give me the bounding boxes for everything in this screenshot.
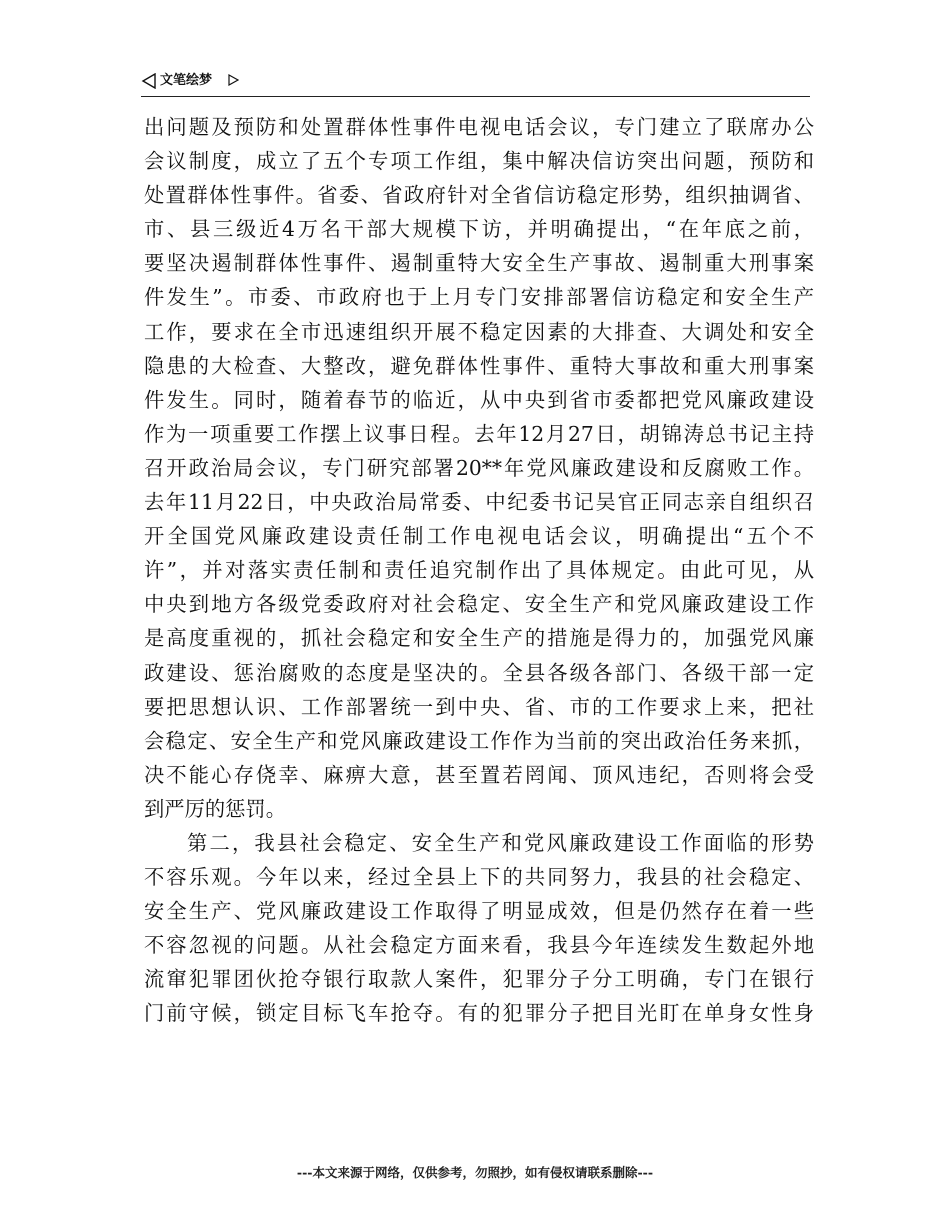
paragraph-first-line: 第二，我县社会稳定、安全生产和党风廉政建设工作面临的形势 (187, 830, 814, 855)
body-line: 处置群体性事件。省委、省政府针对全省信访稳定形势，组织抽调省、 (144, 183, 814, 208)
triangle-left-outline-icon (141, 73, 157, 89)
body-line: 要坚决遏制群体性事件、遏制重特大安全生产事故、遏制重大刑事案 (144, 251, 814, 276)
body-line: 召开政治局会议，专门研究部署20**年党风廉政建设和反腐败工作。 (144, 455, 814, 480)
body-line: 件发生。同时，随着春节的临近，从中央到省市委都把党风廉政建设 (144, 387, 814, 412)
body-line: 开全国党风廉政建设责任制工作电视电话会议，明确提出“五个不 (144, 524, 814, 549)
body-line: 门前守候，锁定目标飞车抢夺。有的犯罪分子把目光盯在单身女性身 (144, 1001, 814, 1026)
body-line: 不容乐观。今年以来，经过全县上下的共同努力，我县的社会稳定、 (144, 865, 814, 890)
body-line: 去年11月22日，中央政治局常委、中纪委书记吴官正同志亲自组织召 (144, 490, 814, 515)
footer-disclaimer: ---本文来源于网络，仅供参考，勿照抄，如有侵权请联系删除--- (296, 1165, 654, 1180)
body-line: 中央到地方各级党委政府对社会稳定、安全生产和党风廉政建设工作 (144, 592, 814, 617)
body-line: 工作，要求在全市迅速组织开展不稳定因素的大排查、大调处和安全 (144, 319, 814, 344)
body-line: 会稳定、安全生产和党风廉政建设工作作为当前的突出政治任务来抓， (144, 728, 814, 753)
body-line: 件发生”。市委、市政府也于上月专门安排部署信访稳定和安全生产 (144, 285, 814, 310)
body-line: 市、县三级近4万名干部大规模下访，并明确提出，“在年底之前， (144, 217, 814, 242)
body-line: 政建设、惩治腐败的态度是坚决的。全县各级各部门、各级干部一定 (144, 660, 814, 685)
body-line: 决不能心存侥幸、麻痹大意，甚至置若罔闻、顶风违纪，否则将会受 (144, 762, 814, 787)
body-line: 会议制度，成立了五个专项工作组，集中解决信访突出问题，预防和 (144, 149, 814, 174)
body-line: 作为一项重要工作摆上议事日程。去年12月27日，胡锦涛总书记主持 (144, 421, 814, 446)
body-line: 要把思想认识、工作部署统一到中央、省、市的工作要求上来，把社 (144, 694, 814, 719)
body-line: 出问题及预防和处置群体性事件电视电话会议，专门建立了联席办公 (144, 115, 814, 139)
body-line: 到严厉的惩罚。 (144, 796, 286, 821)
body-line: 安全生产、党风廉政建设工作取得了明显成效，但是仍然存在着一些 (144, 899, 814, 924)
header-title: 文笔绘梦 (160, 73, 213, 88)
document-body (144, 110, 814, 1031)
body-line: 流窜犯罪团伙抢夺银行取款人案件，犯罪分子分工明确，专门在银行 (144, 967, 814, 992)
page-header (141, 70, 810, 97)
body-line: 不容忽视的问题。从社会稳定方面来看，我县今年连续发生数起外地 (144, 933, 814, 958)
triangle-right-outline-icon (227, 74, 239, 86)
body-line: 隐患的大检查、大整改，避免群体性事件、重特大事故和重大刑事案 (144, 353, 814, 378)
body-line: 是高度重视的，抓社会稳定和安全生产的措施是得力的，加强党风廉 (144, 626, 814, 651)
body-line: 许”，并对落实责任制和责任追究制作出了具体规定。由此可见，从 (144, 558, 814, 583)
